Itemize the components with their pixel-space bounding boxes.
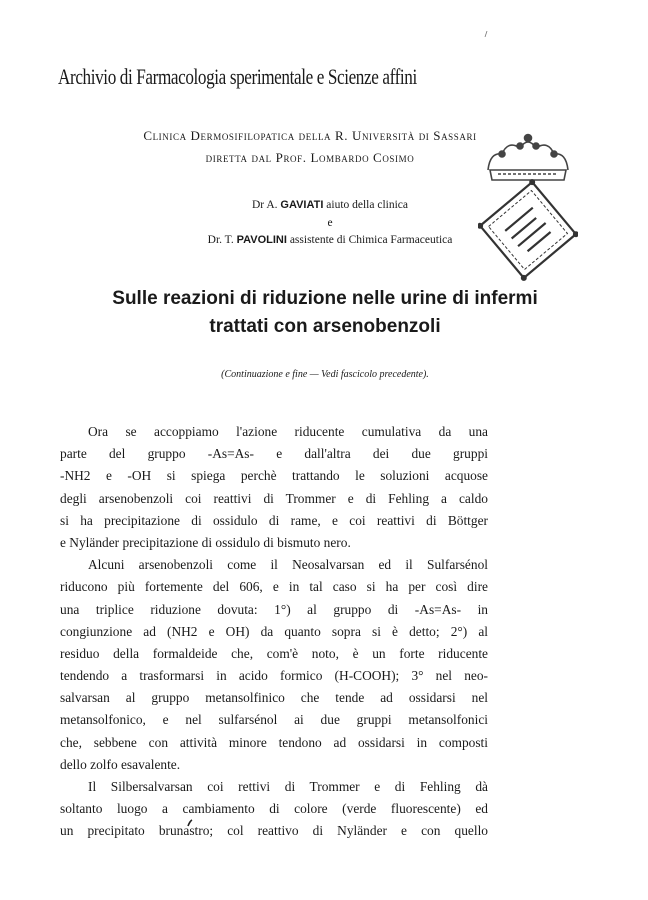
body-line: -NH2 e -OH si spiega perchè trattando le soluzioni acquose [60, 468, 488, 484]
author-line-1 [60, 199, 600, 211]
body-line: dello zolfo esavalente. [60, 756, 181, 772]
body-line: soltanto luogo a cambiamento di colore (verde fluorescente) ed [60, 801, 488, 817]
institution-line-2: diretta dal Prof. Lombardo Cosimo [205, 150, 415, 165]
body-line: tendendo a trasformarsi in acido formico (H-COOH); 3° nel neo- [60, 668, 488, 684]
author-line-2 [60, 234, 600, 246]
author-conjunction: e [327, 217, 333, 229]
continuation-note: (Continuazione e fine — Vedi fascicolo precedente). [221, 369, 429, 380]
body-line: un precipitato brunastro; col reattivo di Nyländer e con quello [60, 823, 488, 839]
author2-name: PAVOLINI [236, 234, 287, 246]
body-line: e Nyländer precipitazione di ossidulo di bismuto nero. [60, 534, 351, 550]
body-line: residuo della formaldeide che, com'è noto, è un forte riducente [60, 645, 488, 661]
body-line: salvarsan al gruppo metansolfinico che tende ad ossidarsi nel [60, 690, 488, 706]
running-title: Archivio di Farmacologia sperimentale e Scienze affini [58, 64, 417, 89]
body-line: si ha precipitazione di ossidulo di rame, e coi reattivi di Böttger [60, 512, 488, 528]
body-line: congiunzione ad (NH2 e OH) da quanto sopra si è detto; 2°) al [60, 623, 488, 639]
author2-role: assistente di Chimica Farmaceutica [289, 234, 453, 246]
body-line: Alcuni arsenobenzoli come il Neosalvarsan ed il Sulfarsénol [88, 557, 488, 573]
body-line: Ora se accoppiamo l'azione riducente cumulativa da una [88, 424, 488, 439]
body-line: che, sebbene con attività minore tendono ad ossidarsi in composti [60, 734, 488, 750]
article-body [60, 421, 488, 843]
article-title-line-2: trattati con arsenobenzoli [209, 316, 441, 337]
ink-mark [187, 812, 193, 820]
body-line: metansolfonico, e nel sulfarsénol ai due gruppi metansolfonici [60, 712, 488, 728]
margin-mark [484, 22, 488, 28]
author1-role: aiuto della clinica [326, 199, 409, 211]
author2-prefix: Dr. T. [207, 234, 234, 246]
author1-name: GAVIATI [280, 199, 324, 211]
body-line: Il Silbersalvarsan coi rettivi di Trommer e di Fehling dà [88, 779, 488, 794]
body-line: riducono più fortemente del 606, e in tal caso si ha per così dire [60, 579, 488, 595]
article-title-line-1: Sulle reazioni di riduzione nelle urine di infermi [112, 288, 538, 309]
body-line: degli arsenobenzoli coi reattivi di Trommer e di Fehling a caldo [60, 490, 488, 506]
institution-line-1: Clinica Dermosifilopatica della R. Università di Sassari [143, 128, 477, 143]
body-line: parte del gruppo -As=As- e dall'altra dei due gruppi [60, 446, 488, 462]
author1-prefix: Dr A. [251, 199, 278, 211]
body-line: una triplice riduzione dovuta: 1°) al gruppo di -As=As- in [60, 601, 488, 617]
